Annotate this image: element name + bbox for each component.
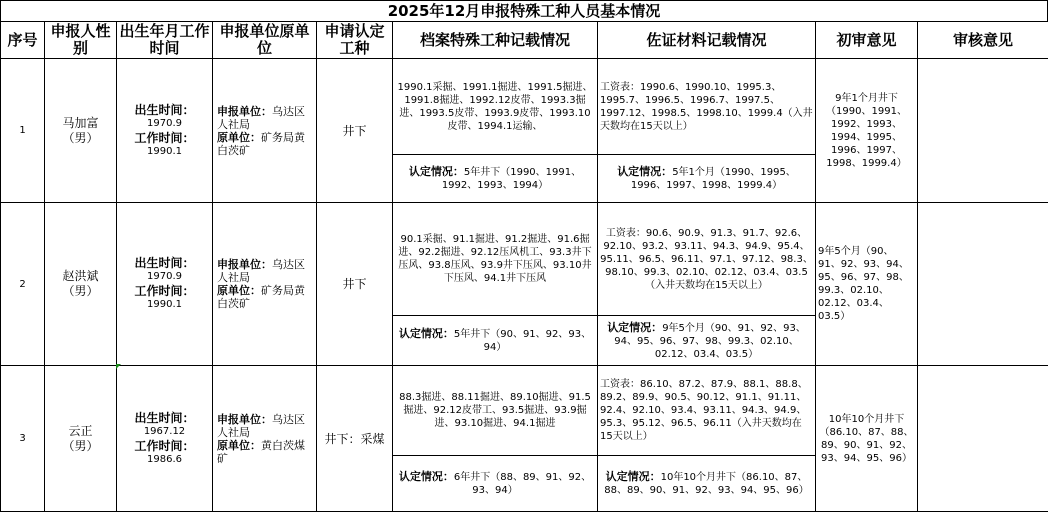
unit-value: 乌达区人社局 bbox=[217, 105, 305, 131]
cell-seq: 3 bbox=[1, 366, 45, 512]
orig-label: 原单位： bbox=[217, 131, 261, 144]
cell-type: 井下：采煤 bbox=[317, 366, 393, 512]
cell-support-confirm bbox=[598, 155, 816, 203]
confirm-label: 认定情况： bbox=[617, 165, 672, 178]
work-label: 工作时间： bbox=[119, 284, 210, 298]
work-value: 1986.6 bbox=[119, 453, 210, 467]
orig-value: 矿务局黄白茨矿 bbox=[217, 131, 305, 157]
birth-label: 出生时间： bbox=[119, 103, 210, 117]
work-label: 工作时间： bbox=[119, 439, 210, 453]
header-review: 审核意见 bbox=[918, 22, 1048, 59]
confirm-value: 5年1个月（1990、1995、1996、1997、1998、1999.4） bbox=[631, 167, 796, 191]
work-value: 1990.1 bbox=[119, 298, 210, 312]
cell-archive-confirm bbox=[393, 456, 598, 512]
orig-label: 原单位： bbox=[217, 284, 261, 297]
person-gender: （男） bbox=[47, 439, 114, 454]
person-name: 云正 bbox=[47, 424, 114, 439]
table-row bbox=[1, 366, 1048, 456]
header-first: 初审意见 bbox=[816, 22, 918, 59]
cell-comment-marker bbox=[116, 364, 121, 369]
cell-birth bbox=[117, 203, 213, 366]
birth-label: 出生时间： bbox=[119, 256, 210, 270]
table-row bbox=[1, 203, 1048, 316]
confirm-value: 5年井下（90、91、92、93、94） bbox=[454, 329, 591, 353]
birth-label: 出生时间： bbox=[119, 411, 210, 425]
cell-review bbox=[918, 366, 1048, 512]
confirm-value: 5年井下（1990、1991、1992、1993、1994） bbox=[442, 167, 581, 191]
confirm-value: 10年10个月井下（86.10、87、88、89、90、91、92、93、94、95、96） bbox=[604, 472, 809, 496]
work-label: 工作时间： bbox=[119, 131, 210, 145]
header-unit: 申报单位原单位 bbox=[213, 22, 317, 59]
cell-seq: 2 bbox=[1, 203, 45, 366]
unit-value: 乌达区人社局 bbox=[217, 258, 305, 284]
header-person: 申报人性别 bbox=[45, 22, 117, 59]
header-birth: 出生年月工作时间 bbox=[117, 22, 213, 59]
cell-birth bbox=[117, 59, 213, 203]
confirm-value: 9年5个月（90、91、92、93、94、95、96、97、98、99.3、02.10、02.12、03.4、03.5） bbox=[614, 323, 806, 360]
unit-label: 申报单位： bbox=[217, 105, 272, 118]
cell-unit bbox=[213, 59, 317, 203]
cell-type: 井下 bbox=[317, 203, 393, 366]
person-gender: （男） bbox=[47, 284, 114, 299]
header-archive: 档案特殊工种记载情况 bbox=[393, 22, 598, 59]
document-title: 2025年12月申报特殊工种人员基本情况 bbox=[0, 0, 1048, 22]
birth-value: 1970.9 bbox=[119, 117, 210, 131]
confirm-value: 6年井下（88、89、91、92、93、94） bbox=[454, 472, 591, 496]
orig-label: 原单位： bbox=[217, 439, 261, 452]
unit-label: 申报单位： bbox=[217, 258, 272, 271]
person-gender: （男） bbox=[47, 131, 114, 146]
header-seq: 序号 bbox=[1, 22, 45, 59]
cell-review bbox=[918, 203, 1048, 366]
birth-value: 1970.9 bbox=[119, 270, 210, 284]
cell-archive-confirm bbox=[393, 155, 598, 203]
cell-person bbox=[45, 203, 117, 366]
work-value: 1990.1 bbox=[119, 145, 210, 159]
cell-first: 10年10个月井下（86.10、87、88、89、90、91、92、93、94、95、96） bbox=[816, 366, 918, 512]
header-support: 佐证材料记载情况 bbox=[598, 22, 816, 59]
confirm-label: 认定情况： bbox=[409, 165, 464, 178]
cell-person bbox=[45, 59, 117, 203]
cell-archive: 90.1采掘、91.1掘进、91.2掘进、91.6掘进、92.2掘进、92.12压风机工、93.3井下压风、93.8压风、93.9井下压风、93.10井下压风、94.1井下压风 bbox=[393, 203, 598, 316]
cell-seq: 1 bbox=[1, 59, 45, 203]
cell-support: 工资表：86.10、87.2、87.9、88.1、88.8、89.2、89.9、90.5、90.12、91.1、91.11、92.4、92.10、93.4、93.11、94.3、94.9、95.3、95.12、96.5、96.11（入井天数均在15天以上） bbox=[598, 366, 816, 456]
table-row bbox=[1, 59, 1048, 155]
orig-value: 矿务局黄白茨矿 bbox=[217, 284, 305, 310]
cell-archive: 88.3掘进、88.11掘进、89.10掘进、91.5掘进、92.12皮带工、93.5掘进、93.9掘进、93.10掘进、94.1掘进 bbox=[393, 366, 598, 456]
cell-first: 9年5个月（90、91、92、93、94、95、96、97、98、99.3、02.10、02.12、03.4、03.5） bbox=[816, 203, 918, 366]
cell-type: 井下 bbox=[317, 59, 393, 203]
birth-value: 1967.12 bbox=[119, 425, 210, 439]
cell-first: 9年1个月井下（1990、1991、1992、1993、1994、1995、1996、1997、1998、1999.4） bbox=[816, 59, 918, 203]
cell-birth bbox=[117, 366, 213, 512]
confirm-label: 认定情况： bbox=[606, 470, 661, 483]
cell-support: 工资表：1990.6、1990.10、1995.3、1995.7、1996.5、1996.7、1997.5、1997.12、1998.5、1998.10、1999.4（入井天数均在15天以上） bbox=[598, 59, 816, 155]
cell-unit bbox=[213, 366, 317, 512]
cell-archive-confirm bbox=[393, 316, 598, 366]
cell-support-confirm bbox=[598, 316, 816, 366]
cell-person bbox=[45, 366, 117, 512]
person-name: 马加富 bbox=[47, 116, 114, 131]
cell-support-confirm bbox=[598, 456, 816, 512]
cell-archive: 1990.1采掘、1991.1掘进、1991.5掘进、1991.8掘进、1992.12皮带、1993.3掘进、1993.5皮带、1993.9皮带、1993.10皮带、1994.1运输、 bbox=[393, 59, 598, 155]
unit-label: 申报单位： bbox=[217, 413, 272, 426]
confirm-label: 认定情况： bbox=[399, 327, 454, 340]
person-name: 赵洪斌 bbox=[47, 269, 114, 284]
cell-support: 工资表：90.6、90.9、91.3、91.7、92.6、92.10、93.2、93.11、94.3、94.9、95.4、95.11、96.5、96.11、97.1、97.12、98.3、98.10、99.3、02.10、02.12、03.4、03.5（入井天数均在15天以上） bbox=[598, 203, 816, 316]
cell-review bbox=[918, 59, 1048, 203]
unit-value: 乌达区人社局 bbox=[217, 413, 305, 439]
confirm-label: 认定情况： bbox=[607, 321, 662, 334]
header-row bbox=[1, 22, 1048, 59]
orig-value: 黄白茨煤矿 bbox=[217, 439, 305, 465]
applicant-table bbox=[0, 21, 1048, 512]
header-type: 申请认定工种 bbox=[317, 22, 393, 59]
confirm-label: 认定情况： bbox=[399, 470, 454, 483]
cell-unit bbox=[213, 203, 317, 366]
